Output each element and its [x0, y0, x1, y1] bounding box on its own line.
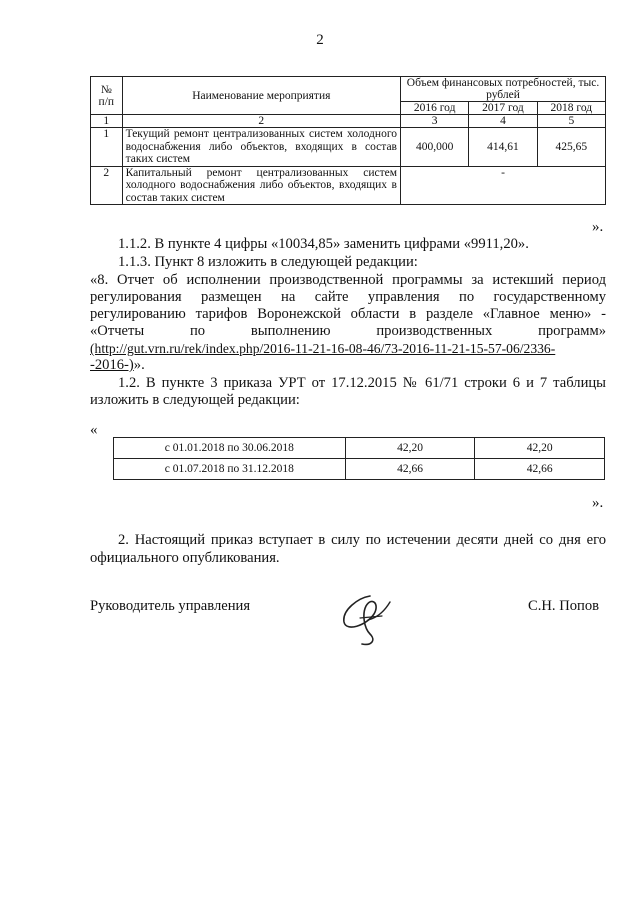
quote-line-3: регулированию тарифов Воронежской области в разделе «Главное меню» -	[90, 306, 606, 322]
signatory-position: Руководитель управления	[90, 598, 251, 614]
col-header-volume: Объем финансовых потребностей, тыс. рублей	[401, 77, 606, 102]
report-link-continued[interactable]: -2016-)	[90, 357, 134, 373]
period-cell: с 01.07.2018 по 31.12.2018	[114, 459, 346, 480]
table-row	[114, 459, 605, 480]
row-merged-value: -	[401, 166, 606, 205]
value-cell: 42,66	[475, 459, 605, 480]
report-link-line-1	[90, 340, 606, 357]
table-cell: 2	[122, 115, 400, 128]
row-value-2016: 400,000	[401, 128, 469, 167]
report-link-line-2	[90, 357, 606, 374]
col-header-name: Наименование мероприятия	[122, 77, 400, 115]
table-cell: 4	[469, 115, 537, 128]
table-index-row	[91, 115, 606, 128]
final-paragraph-line-2: официального опубликования.	[90, 550, 280, 566]
row-name: Капитальный ремонт централизованных систем холодного водоснабжения либо объектов, входящих в состав таких систем	[122, 166, 400, 205]
row-value-2018: 425,65	[537, 128, 605, 167]
financial-needs-table	[90, 76, 606, 205]
quote-closing: ».	[133, 357, 145, 373]
value-cell: 42,66	[345, 459, 475, 480]
paragraph-1-1-2: 1.1.2. В пункте 4 цифры «10034,85» заменить цифрами «9911,20».	[118, 236, 529, 252]
table2-closing-quote: ».	[592, 495, 604, 511]
row-number: 2	[91, 166, 123, 205]
row-value-2017: 414,61	[469, 128, 537, 167]
quote-line-4: «Отчеты по выполнению производственных программ»	[90, 323, 606, 339]
paragraph-1-2-line-1: 1.2. В пункте 3 приказа УРТ от 17.12.2015 № 61/71 строки 6 и 7 таблицы	[118, 375, 606, 391]
table-row	[91, 166, 606, 205]
period-cell: с 01.01.2018 по 30.06.2018	[114, 438, 346, 459]
report-link[interactable]: (http://gut.vrn.ru/rek/index.php/2016-11-21-16-08-46/73-2016-11-21-15-57-06/2336-	[90, 341, 556, 356]
row-name: Текущий ремонт централизованных систем холодного водоснабжения либо объектов, входящих в состав таких систем	[122, 128, 400, 167]
table-row	[91, 128, 606, 167]
table-row	[114, 438, 605, 459]
paragraph-1-1-3: 1.1.3. Пункт 8 изложить в следующей редакции:	[118, 254, 418, 270]
col-header-2018: 2018 год	[537, 102, 605, 115]
value-cell: 42,20	[345, 438, 475, 459]
col-header-number: № п/п	[91, 77, 123, 115]
quote-line-2: регулирования размещен на сайте управления по государственному	[90, 289, 606, 305]
handwritten-signature-icon	[332, 588, 402, 648]
final-paragraph-line-1: 2. Настоящий приказ вступает в силу по истечении десяти дней со дня его	[118, 532, 606, 548]
table1-closing-quote: ».	[592, 219, 604, 235]
table-cell: 5	[537, 115, 605, 128]
row-number: 1	[91, 128, 123, 167]
signatory-name: С.Н. Попов	[528, 598, 600, 614]
paragraph-1-2-line-2: изложить в следующей редакции:	[90, 392, 300, 408]
table-cell: 3	[401, 115, 469, 128]
table-cell: 1	[91, 115, 123, 128]
col-header-2016: 2016 год	[401, 102, 469, 115]
tariff-table	[113, 437, 605, 480]
col-header-2017: 2017 год	[469, 102, 537, 115]
quote-line-1: «8. Отчет об исполнении производственной программы за истекший период	[90, 272, 606, 288]
page-number: 2	[316, 32, 324, 48]
table2-open-quote: «	[90, 422, 98, 438]
value-cell: 42,20	[475, 438, 605, 459]
